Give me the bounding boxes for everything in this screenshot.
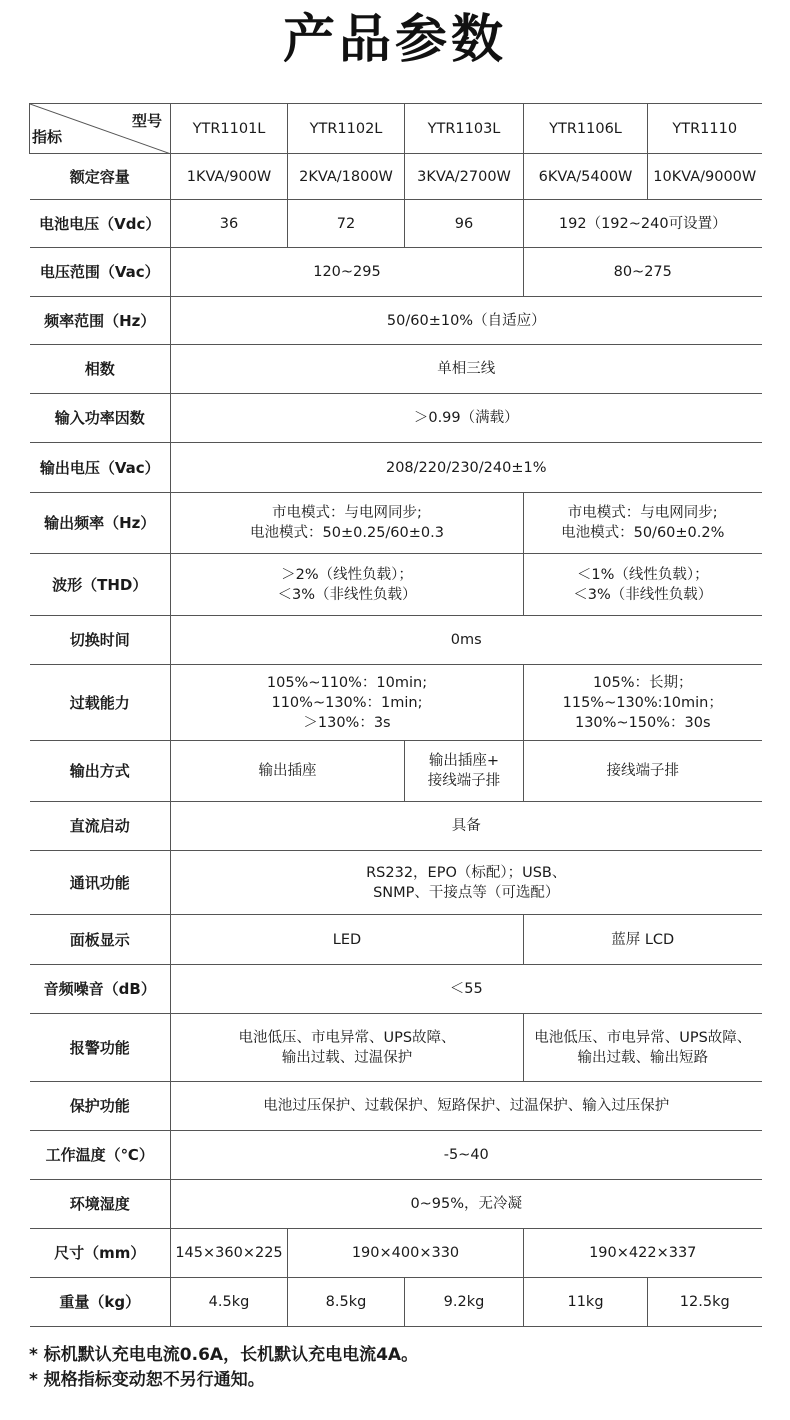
table-cell: 208/220/230/240±1% <box>171 443 762 493</box>
row-label: 通讯功能 <box>30 851 171 915</box>
row-label: 重量（kg） <box>30 1278 171 1327</box>
table-row <box>30 665 762 741</box>
row-label: 电池电压（Vdc） <box>30 200 171 248</box>
row-label: 音频噪音（dB） <box>30 965 171 1014</box>
row-label: 报警功能 <box>30 1014 171 1082</box>
table-row <box>30 802 762 851</box>
table-row <box>30 345 762 394</box>
table-row <box>30 554 762 616</box>
footnote: * 标机默认充电电流0.6A，长机默认充电电流4A。 <box>29 1345 419 1365</box>
table-cell: 0ms <box>171 616 762 665</box>
model-header: YTR1110 <box>648 104 762 154</box>
table-cell: 单相三线 <box>171 345 762 394</box>
cell-line: 接线端子排 <box>427 773 501 789</box>
row-label: 面板显示 <box>30 915 171 965</box>
page-title: 产品参数 <box>282 10 507 70</box>
table-cell: ＜55 <box>171 965 762 1014</box>
row-label: 尺寸（mm） <box>30 1229 171 1278</box>
cell-line: 电池模式：50±0.25/60±0.3 <box>250 525 444 541</box>
table-cell: LED <box>171 915 524 965</box>
table-cell <box>524 1014 762 1082</box>
cell-line: 电池低压、市电异常、UPS故障、 <box>534 1029 752 1046</box>
table-row <box>30 248 762 297</box>
cell-line: 105%：长期； <box>593 674 693 691</box>
table-cell: 2KVA/1800W <box>288 154 405 200</box>
table-cell <box>524 554 762 616</box>
cell-line: ＜1%（线性负载）； <box>576 566 709 583</box>
table-cell: 10KVA/9000W <box>648 154 762 200</box>
table-cell: 192（192~240可设置） <box>524 200 762 248</box>
table-cell: 3KVA/2700W <box>405 154 524 200</box>
corner-index-label: 指标 <box>32 128 63 146</box>
table-cell: 接线端子排 <box>524 741 762 802</box>
table-row <box>30 616 762 665</box>
table-cell: 120~295 <box>171 248 524 297</box>
table-row <box>30 154 762 200</box>
table-cell: 0~95%，无冷凝 <box>171 1180 762 1229</box>
table-row <box>30 741 762 802</box>
table-row <box>30 965 762 1014</box>
table-cell: 电池过压保护、过载保护、短路保护、过温保护、输入过压保护 <box>171 1082 762 1131</box>
table-cell <box>171 554 524 616</box>
footnotes <box>29 1343 418 1393</box>
cell-line: 130%~150%：30s <box>574 714 711 731</box>
table-cell: 145×360×225 <box>171 1229 288 1278</box>
row-label: 输入功率因数 <box>30 394 171 443</box>
table-header-row <box>30 104 762 154</box>
table-row <box>30 1082 762 1131</box>
cell-line: 电池模式：50/60±0.2% <box>561 525 725 541</box>
table-cell: 50/60±10%（自适应） <box>171 297 762 345</box>
table-row <box>30 443 762 493</box>
table-row <box>30 1180 762 1229</box>
table-cell: 9.2kg <box>405 1278 524 1327</box>
row-label: 电压范围（Vac） <box>30 248 171 297</box>
row-label: 直流启动 <box>30 802 171 851</box>
row-label: 保护功能 <box>30 1082 171 1131</box>
table-cell <box>171 493 524 554</box>
row-label: 工作温度（℃） <box>30 1131 171 1180</box>
table-cell: 12.5kg <box>648 1278 762 1327</box>
row-label: 输出电压（Vac） <box>30 443 171 493</box>
cell-line: SNMP、干接点等（可选配） <box>373 884 560 901</box>
table-cell <box>405 741 524 802</box>
table-cell: 4.5kg <box>171 1278 288 1327</box>
table-cell: 6KVA/5400W <box>524 154 648 200</box>
table-cell: 36 <box>171 200 288 248</box>
table-cell: 72 <box>288 200 405 248</box>
table-cell: 11kg <box>524 1278 648 1327</box>
cell-line: 输出过载、过温保护 <box>281 1049 413 1066</box>
cell-line: ＞130%：3s <box>303 714 391 731</box>
table-cell: 80~275 <box>524 248 762 297</box>
cell-line: ＜3%（非线性负载） <box>277 586 417 603</box>
table-cell: 8.5kg <box>288 1278 405 1327</box>
cell-line: 市电模式：与电网同步; <box>567 505 718 521</box>
row-label: 额定容量 <box>30 154 171 200</box>
table-row <box>30 493 762 554</box>
table-cell: 输出插座 <box>171 741 405 802</box>
table-cell <box>171 665 524 741</box>
table-cell <box>171 1014 524 1082</box>
table-cell: 蓝屏 LCD <box>524 915 762 965</box>
table-row <box>30 915 762 965</box>
table-cell <box>524 493 762 554</box>
table-row <box>30 297 762 345</box>
table-cell: 96 <box>405 200 524 248</box>
cell-line: 输出过载、输出短路 <box>577 1049 708 1066</box>
cell-line: 输出插座+ <box>428 753 500 769</box>
table-row <box>30 1229 762 1278</box>
table-cell: ＞0.99（满载） <box>171 394 762 443</box>
row-label: 环境湿度 <box>30 1180 171 1229</box>
cell-line: 市电模式：与电网同步; <box>272 505 422 521</box>
table-cell: 具备 <box>171 802 762 851</box>
row-label: 输出方式 <box>30 741 171 802</box>
model-header: YTR1103L <box>405 104 524 154</box>
footnote: * 规格指标变动恕不另行通知。 <box>29 1370 265 1390</box>
table-row <box>30 394 762 443</box>
row-label: 切换时间 <box>30 616 171 665</box>
table-cell <box>524 665 762 741</box>
cell-line: 105%~110%：10min; <box>266 674 428 691</box>
model-header: YTR1106L <box>524 104 648 154</box>
row-label: 频率范围（Hz） <box>30 297 171 345</box>
model-header: YTR1102L <box>288 104 405 154</box>
cell-line: ＜3%（非线性负载） <box>573 586 713 603</box>
row-label: 波形（THD） <box>30 554 171 616</box>
table-cell: -5~40 <box>171 1131 762 1180</box>
table-row <box>30 200 762 248</box>
model-header: YTR1101L <box>171 104 288 154</box>
table-cell <box>171 851 762 915</box>
cell-line: 电池低压、市电异常、UPS故障、 <box>238 1029 456 1046</box>
table-cell: 190×400×330 <box>288 1229 524 1278</box>
table-row <box>30 1131 762 1180</box>
corner-cell <box>30 104 171 154</box>
table-row <box>30 1278 762 1327</box>
row-label: 过载能力 <box>30 665 171 741</box>
cell-line: 110%~130%：1min; <box>271 694 423 711</box>
spec-table <box>29 103 762 1327</box>
cell-line: 115%~130%:10min； <box>562 694 723 711</box>
cell-line: RS232，EPO（标配）；USB、 <box>366 864 567 881</box>
cell-line: ＞2%（线性负载）； <box>281 566 413 583</box>
row-label: 输出频率（Hz） <box>30 493 171 554</box>
row-label: 相数 <box>30 345 171 394</box>
table-row <box>30 1014 762 1082</box>
table-cell: 190×422×337 <box>524 1229 762 1278</box>
corner-model-label: 型号 <box>131 112 162 130</box>
table-row <box>30 851 762 915</box>
table-cell: 1KVA/900W <box>171 154 288 200</box>
